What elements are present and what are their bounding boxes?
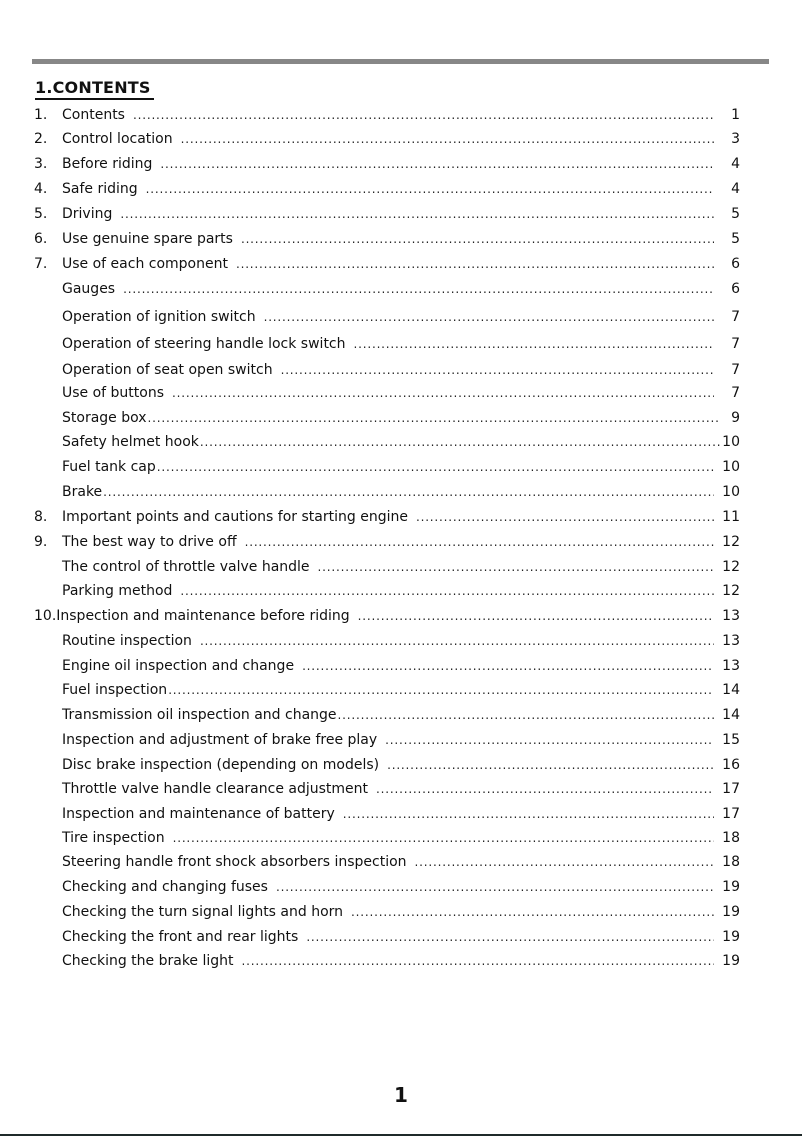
toc-entry-label: Transmission oil inspection and change (62, 707, 337, 723)
toc-entry-label: Important points and cautions for starting engine (62, 509, 408, 525)
toc-entry-label: Before riding (62, 156, 153, 172)
toc-entry-page: 13 (722, 608, 740, 624)
toc-entry-page: 10 (722, 484, 740, 500)
toc-entry-label: Safe riding (62, 181, 138, 197)
dot-leader (358, 606, 714, 626)
toc-entry-page: 7 (731, 336, 740, 352)
toc-entry-number: 10. (34, 608, 57, 624)
toc-entry-page: 18 (722, 830, 740, 846)
toc-entry[interactable] (34, 507, 740, 527)
toc-entry-page: 6 (731, 256, 740, 272)
toc-entry-page: 19 (722, 929, 740, 945)
toc-entry-label: Brake (62, 484, 103, 500)
toc-entry[interactable] (34, 755, 740, 775)
toc-entry[interactable] (34, 581, 740, 601)
dot-leader (123, 279, 714, 299)
toc-entry-page: 17 (722, 781, 740, 797)
toc-entry-page: 13 (722, 633, 740, 649)
toc-entry-label: Parking method (62, 583, 173, 599)
toc-entry[interactable] (34, 482, 740, 502)
dot-leader (168, 680, 714, 700)
toc-entry[interactable] (34, 927, 740, 947)
page-number: 1 (394, 1083, 408, 1107)
toc-entry-page: 14 (722, 707, 740, 723)
toc-entry[interactable] (34, 129, 740, 149)
toc-entry-page: 4 (731, 156, 740, 172)
toc-entry[interactable] (34, 179, 740, 199)
toc-entry-page: 12 (722, 534, 740, 550)
toc-entry[interactable] (34, 680, 740, 700)
dot-leader (173, 828, 714, 848)
toc-entry-label: The best way to drive off (62, 534, 237, 550)
dot-leader (302, 656, 714, 676)
toc-entry-number: 6. (34, 231, 48, 247)
dot-leader (200, 631, 714, 651)
dot-leader (157, 457, 714, 477)
toc-entry[interactable] (34, 779, 740, 799)
toc-entry-label: Gauges (62, 281, 116, 297)
toc-entry[interactable] (34, 557, 740, 577)
top-rule (32, 59, 769, 64)
toc-entry-label: Inspection and adjustment of brake free play (62, 732, 378, 748)
toc-entry[interactable] (34, 154, 740, 174)
dot-leader (120, 204, 714, 224)
toc-entry-page: 10 (722, 434, 740, 450)
toc-entry-label: Inspection and maintenance before riding (56, 608, 350, 624)
toc-entry-page: 7 (731, 309, 740, 325)
toc-entry-page: 14 (722, 682, 740, 698)
toc-entry[interactable] (34, 532, 740, 552)
dot-leader (242, 951, 714, 971)
dot-leader (181, 129, 714, 149)
toc-entry-page: 12 (722, 583, 740, 599)
toc-entry-page: 11 (722, 509, 740, 525)
toc-entry-label: Fuel tank cap (62, 459, 156, 475)
dot-leader (236, 254, 714, 274)
toc-entry-label: Checking the turn signal lights and horn (62, 904, 344, 920)
toc-entry[interactable] (34, 852, 740, 872)
dot-leader (103, 482, 714, 502)
dot-leader (133, 105, 714, 125)
toc-entry-label: Control location (62, 131, 173, 147)
dot-leader (351, 902, 714, 922)
dot-leader (276, 877, 714, 897)
toc-entry-label: Operation of ignition switch (62, 309, 256, 325)
toc-entry-page: 12 (722, 559, 740, 575)
toc-entry[interactable] (34, 631, 740, 651)
dot-leader (172, 383, 714, 403)
toc-entry-number: 8. (34, 509, 48, 525)
toc-entry-page: 4 (731, 181, 740, 197)
toc-entry[interactable] (34, 902, 740, 922)
toc-entry-label: Operation of seat open switch (62, 362, 273, 378)
dot-leader (318, 557, 714, 577)
toc-entry[interactable] (34, 279, 740, 299)
toc-entry-label: Steering handle front shock absorbers inspection (62, 854, 407, 870)
toc-entry[interactable] (34, 730, 740, 750)
dot-leader (416, 507, 714, 527)
toc-entry-label: Storage box (62, 410, 147, 426)
dot-leader (376, 779, 714, 799)
toc-entry-page: 7 (731, 362, 740, 378)
toc-entry-page: 10 (722, 459, 740, 475)
toc-entry[interactable] (34, 334, 740, 354)
toc-entry[interactable] (34, 105, 740, 125)
toc-entry[interactable] (34, 804, 740, 824)
toc-entry-page: 6 (731, 281, 740, 297)
toc-entry-label: Engine oil inspection and change (62, 658, 295, 674)
toc-entry-number: 5. (34, 206, 48, 222)
toc-entry-page: 1 (731, 107, 740, 123)
toc-entry-page: 17 (722, 806, 740, 822)
toc-entry-label: Checking and changing fuses (62, 879, 268, 895)
toc-entry-label: Use genuine spare parts (62, 231, 233, 247)
toc-entry-label: Checking the front and rear lights (62, 929, 299, 945)
toc-entry-page: 19 (722, 879, 740, 895)
dot-leader (160, 154, 714, 174)
toc-entry[interactable] (34, 705, 740, 725)
toc-entry[interactable] (34, 457, 740, 477)
toc-entry-label: Contents (62, 107, 125, 123)
toc-entry[interactable] (34, 606, 740, 626)
toc-entry-page: 13 (722, 658, 740, 674)
toc-entry-page: 5 (731, 206, 740, 222)
toc-entry[interactable] (34, 951, 740, 971)
toc-entry-page: 19 (722, 953, 740, 969)
dot-leader (306, 927, 714, 947)
toc-entry-label: Throttle valve handle clearance adjustment (62, 781, 369, 797)
toc-entry[interactable] (34, 828, 740, 848)
dot-leader (245, 532, 714, 552)
dot-leader (264, 307, 714, 327)
toc-entry[interactable] (34, 383, 740, 403)
toc-entry[interactable] (34, 360, 740, 380)
toc-entry[interactable] (34, 229, 740, 249)
toc-entry[interactable] (34, 432, 740, 452)
toc-entry-label: Safety helmet hook (62, 434, 199, 450)
toc-entry-label: Use of each component (62, 256, 228, 272)
toc-entry-number: 4. (34, 181, 48, 197)
toc-entry-page: 7 (731, 385, 740, 401)
toc-entry[interactable] (34, 877, 740, 897)
toc-entry-page: 15 (722, 732, 740, 748)
toc-entry-label: The control of throttle valve handle (62, 559, 310, 575)
page-title: 1.CONTENTS (35, 78, 154, 100)
toc-entry[interactable] (34, 656, 740, 676)
toc-entry-label: Checking the brake light (62, 953, 234, 969)
dot-leader (180, 581, 714, 601)
dot-leader (281, 360, 714, 380)
toc-entry[interactable] (34, 307, 740, 327)
toc-entry-page: 16 (722, 757, 740, 773)
toc-entry-label: Operation of steering handle lock switch (62, 336, 346, 352)
toc-entry[interactable] (34, 254, 740, 274)
toc-entry-label: Disc brake inspection (depending on models) (62, 757, 380, 773)
toc-entry[interactable] (34, 204, 740, 224)
toc-entry-label: Routine inspection (62, 633, 192, 649)
dot-leader (241, 229, 714, 249)
dot-leader (338, 705, 714, 725)
toc-entry-label: Use of buttons (62, 385, 165, 401)
toc-entry-number: 7. (34, 256, 48, 272)
dot-leader (146, 179, 714, 199)
dot-leader (200, 432, 720, 452)
dot-leader (387, 755, 714, 775)
toc-entry-number: 9. (34, 534, 48, 550)
toc-entry-label: Inspection and maintenance of battery (62, 806, 335, 822)
toc-entry-page: 5 (731, 231, 740, 247)
dot-leader (343, 804, 714, 824)
dot-leader (415, 852, 714, 872)
toc-entry-page: 18 (722, 854, 740, 870)
toc-entry-label: Tire inspection (62, 830, 165, 846)
dot-leader (385, 730, 714, 750)
toc-entry-number: 1. (34, 107, 48, 123)
dot-leader (354, 334, 715, 354)
dot-leader (148, 408, 720, 428)
toc-entry-label: Driving (62, 206, 113, 222)
toc-entry[interactable] (34, 408, 740, 428)
toc-entry-number: 2. (34, 131, 48, 147)
toc-entry-number: 3. (34, 156, 48, 172)
toc-entry-page: 3 (731, 131, 740, 147)
toc-entry-page: 9 (731, 410, 740, 426)
toc-entry-page: 19 (722, 904, 740, 920)
toc-entry-label: Fuel inspection (62, 682, 168, 698)
